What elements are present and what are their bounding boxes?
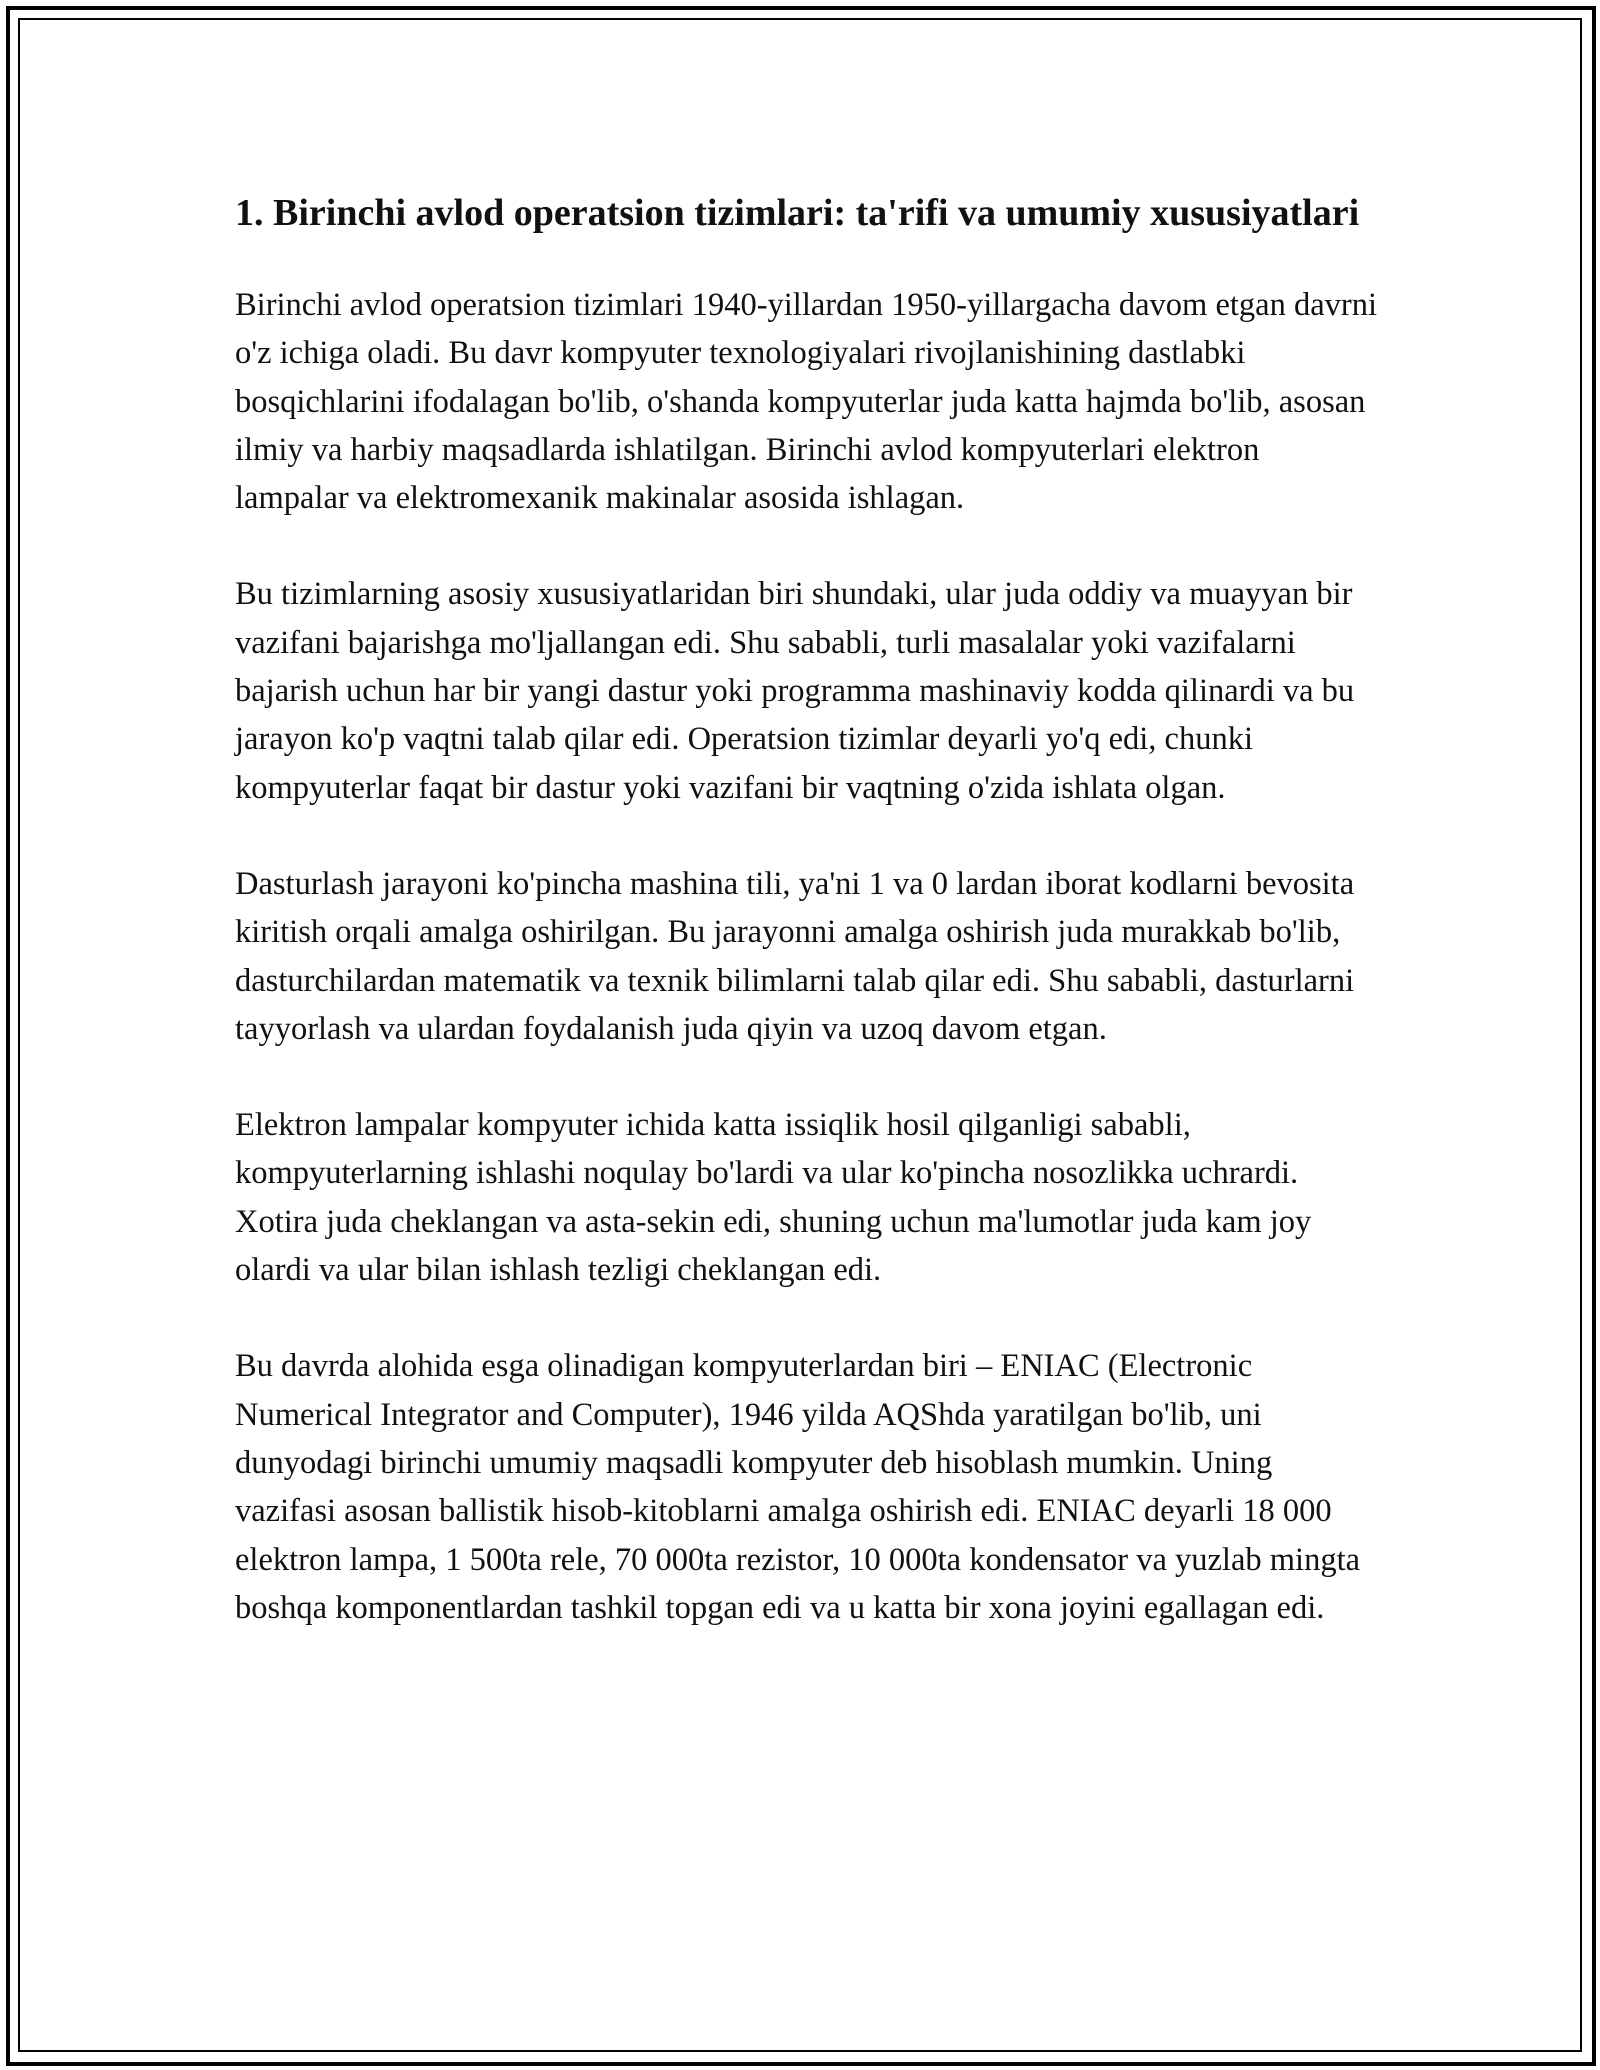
paragraph-eniac: Bu davrda alohida esga olinadigan kompyuterlardan biri – ENIAC (Electronic Numerical Integrator and Computer), 1946 yilda AQShda yaratilgan bo'lib, uni dunyodagi birinchi umumiy maqsadli kompyuter deb hisoblash mumkin. Uning vazifasi asosan ballistik hisob-kitoblarni amalga oshirish edi. ENIAC deyarli 18 000 elektron lampa, 1 500ta rele, 70 000ta rezistor, 10 000ta kondensator va yuzlab mingta boshqa komponentlardan tashkil topgan edi va u katta bir xona joyini egallagan edi.: [235, 1348, 1361, 1626]
paragraph-vacuum-tubes: Elektron lampalar kompyuter ichida katta issiqlik hosil qilganligi sababli, kompyuterlarning ishlashi noqulay bo'lardi va ular ko'pincha nosozlikka uchrardi. Xotira juda cheklangan va asta-sekin edi, shuning uchun ma'lumotlar juda kam joy olardi va ular bilan ishlash tezligi cheklangan edi.: [235, 1107, 1312, 1289]
document-body: [235, 186, 1380, 1680]
section-heading: 1. Birinchi avlod operatsion tizimlari: ta'rifi va umumiy xususiyatlari: [235, 192, 1360, 234]
paragraph-intro: Birinchi avlod operatsion tizimlari 1940-yillardan 1950-yillargacha davom etgan davrni o'z ichiga oladi. Bu davr kompyuter texnologiyalari rivojlanishining dastlabki bosqichlarini ifodalagan bo'lib, o'shanda kompyuterlar juda katta hajmda bo'lib, asosan ilmiy va harbiy maqsadlarda ishlatilgan. Birinchi avlod kompyuterlari elektron lampalar va elektromexanik makinalar asosida ishlagan.: [235, 287, 1377, 517]
paragraph-programming: Dasturlash jarayoni ko'pincha mashina tili, ya'ni 1 va 0 lardan iborat kodlarni bevosita kiritish orqali amalga oshirilgan. Bu jarayonni amalga oshirish juda murakkab bo'lib, dasturchilardan matematik va texnik bilimlarni talab qilar edi. Shu sababli, dasturlarni tayyorlash va ulardan foydalanish juda qiyin va uzoq davom etgan.: [235, 865, 1355, 1047]
paragraph-features: Bu tizimlarning asosiy xususiyatlaridan biri shundaki, ular juda oddiy va muayyan bir vazifani bajarishga mo'ljallangan edi. Shu sababli, turli masalalar yoki vazifalarni bajarish uchun har bir yangi dastur yoki programma mashinaviy kodda qilinardi va bu jarayon ko'p vaqtni talab qilar edi. Operatsion tizimlar deyarli yo'q edi, chunki kompyuterlar faqat bir dastur yoki vazifani bir vaqtning o'zida ishlata olgan.: [235, 576, 1355, 806]
